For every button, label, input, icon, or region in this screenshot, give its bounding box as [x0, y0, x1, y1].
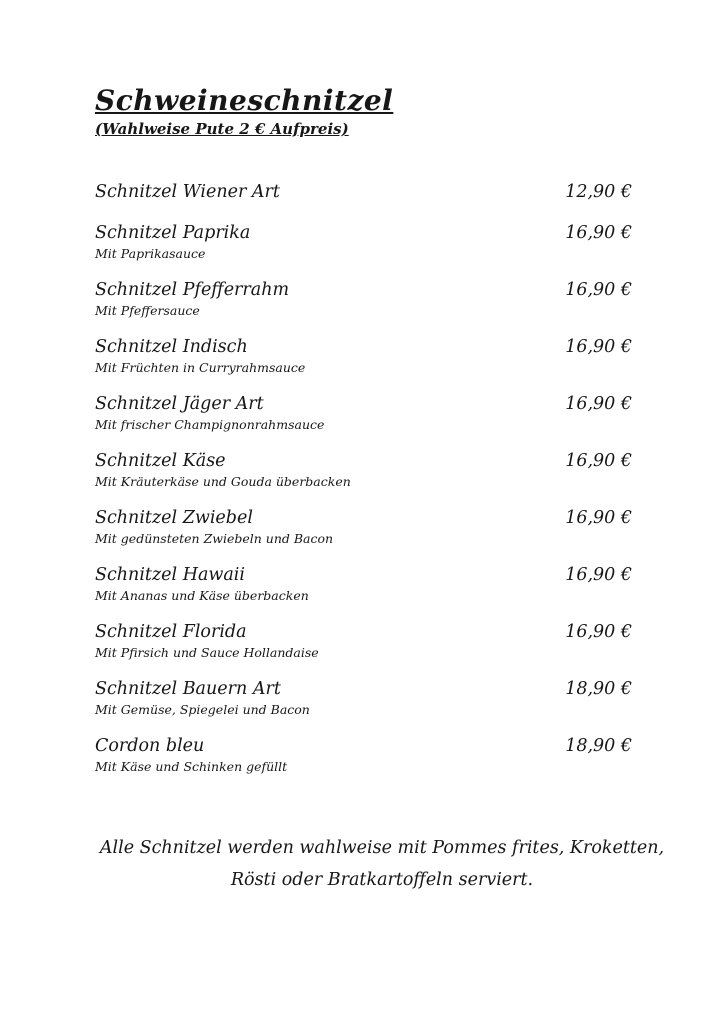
item-price: 16,90 € — [565, 622, 632, 642]
page-subtitle: (Wahlweise Pute 2 € Aufpreis) — [95, 120, 349, 138]
item-price: 16,90 € — [565, 508, 632, 528]
item-description: Mit gedünsteten Zwiebeln und Bacon — [95, 531, 334, 546]
item-price: 16,90 € — [565, 394, 632, 414]
menu-item — [95, 180, 632, 204]
item-name: Schnitzel Paprika — [95, 223, 251, 243]
item-price: 16,90 € — [565, 451, 632, 471]
menu-item — [95, 620, 632, 660]
item-name: Schnitzel Zwiebel — [95, 508, 253, 528]
item-description: Mit Pfeffersauce — [95, 303, 200, 318]
menu-header — [95, 84, 632, 138]
item-name: Schnitzel Florida — [95, 622, 247, 642]
menu-footer — [95, 832, 665, 896]
item-name: Schnitzel Pfefferrahm — [95, 280, 290, 300]
item-description: Mit Ananas und Käse überbacken — [95, 588, 309, 603]
menu-list — [95, 180, 632, 774]
item-name: Schnitzel Hawaii — [95, 565, 245, 585]
menu-item — [95, 278, 632, 318]
menu-item — [95, 392, 632, 432]
page-title: Schweineschnitzel — [95, 84, 394, 117]
item-description: Mit Paprikasauce — [95, 246, 206, 261]
menu-item — [95, 563, 632, 603]
item-description: Mit Kräuterkäse und Gouda überbacken — [95, 474, 351, 489]
item-price: 12,90 € — [565, 182, 632, 202]
item-name: Cordon bleu — [95, 736, 205, 756]
item-price: 16,90 € — [565, 280, 632, 300]
item-price: 16,90 € — [565, 223, 632, 243]
item-description: Mit Pfirsich und Sauce Hollandaise — [95, 645, 319, 660]
item-name: Schnitzel Jäger Art — [95, 394, 264, 414]
item-name: Schnitzel Käse — [95, 451, 226, 471]
menu-item — [95, 677, 632, 717]
item-description: Mit frischer Champignonrahmsauce — [95, 417, 325, 432]
menu-item — [95, 221, 632, 261]
item-name: Schnitzel Wiener Art — [95, 182, 280, 202]
menu-item — [95, 734, 632, 774]
menu-item — [95, 335, 632, 375]
item-price: 18,90 € — [565, 736, 632, 756]
item-description: Mit Käse und Schinken gefüllt — [95, 759, 288, 774]
menu-item — [95, 506, 632, 546]
item-name: Schnitzel Bauern Art — [95, 679, 281, 699]
menu-item — [95, 449, 632, 489]
item-name: Schnitzel Indisch — [95, 337, 248, 357]
item-price: 16,90 € — [565, 565, 632, 585]
item-description: Mit Gemüse, Spiegelei und Bacon — [95, 702, 310, 717]
item-price: 16,90 € — [565, 337, 632, 357]
footer-note: Alle Schnitzel werden wahlweise mit Pommes frites, Kroketten, Rösti oder Bratkartoffeln serviert. — [99, 838, 665, 890]
item-price: 18,90 € — [565, 679, 632, 699]
item-description: Mit Früchten in Curryrahmsauce — [95, 360, 306, 375]
